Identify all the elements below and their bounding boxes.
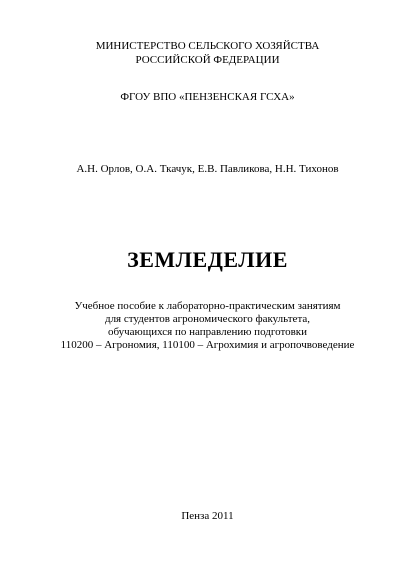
institution-name: ФГОУ ВПО «ПЕНЗЕНСКАЯ ГСХА» — [120, 91, 295, 103]
description-line-2: для студентов агрономического факультета, — [104, 313, 311, 325]
ministry-line-2: РОССИЙСКОЙ ФЕДЕРАЦИИ — [135, 54, 280, 66]
place-year: Пенза 2011 — [181, 510, 234, 522]
description-line-3: обучающихся по направлению подготовки — [107, 326, 308, 338]
authors-line: А.Н. Орлов, О.А. Ткачук, Е.В. Павликова, Н.Н. Тихонов — [76, 163, 339, 175]
ministry-line-1: МИНИСТЕРСТВО СЕЛЬСКОГО ХОЗЯЙСТВА — [95, 40, 320, 52]
description-line-1: Учебное пособие к лабораторно-практическим занятиям — [74, 300, 341, 312]
book-title: ЗЕМЛЕДЕЛИЕ — [127, 247, 288, 272]
description-line-4: 110200 – Агрономия, 110100 – Агрохимия и агропочвоведение — [60, 339, 355, 351]
